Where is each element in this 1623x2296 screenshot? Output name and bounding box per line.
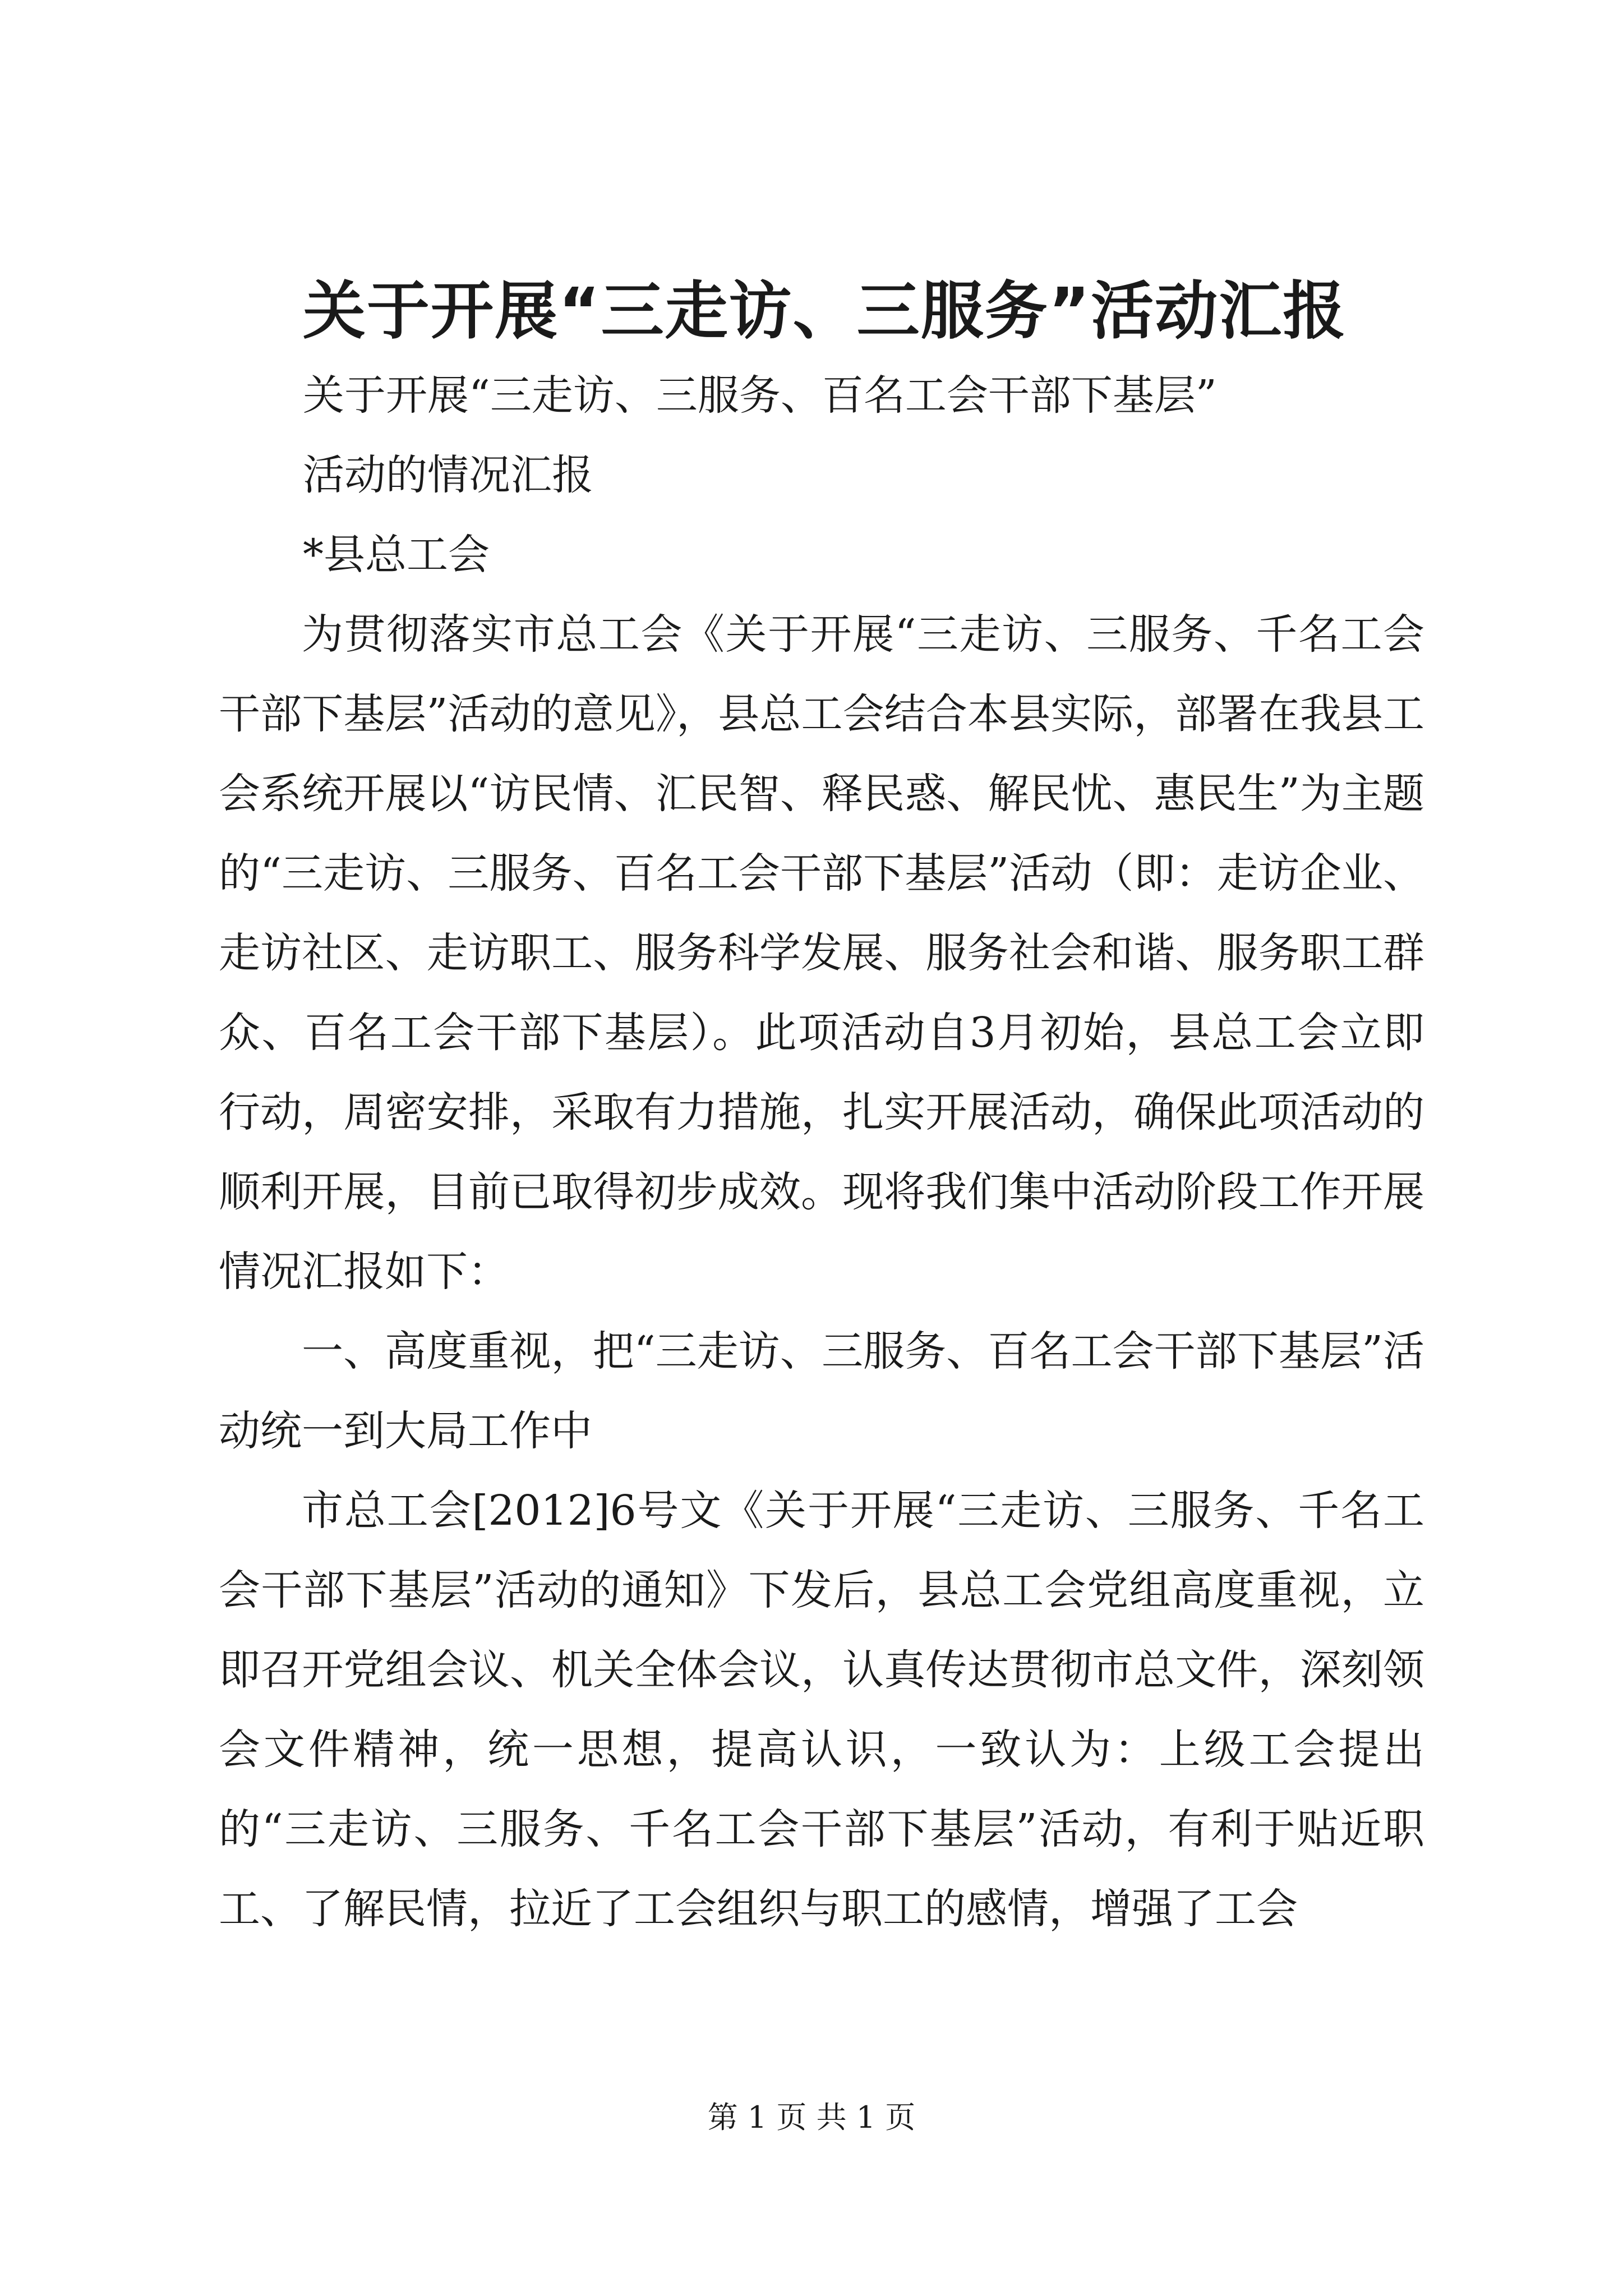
document-title: 关于开展“三走访、三服务”活动汇报 [303, 275, 1347, 348]
section-heading-1: 一、高度重视，把“三走访、三服务、百名工会干部下基层”活动统一到大局工作中 [219, 1327, 1424, 1455]
author-line: *县总工会 [303, 531, 490, 579]
paragraph-section-1: 市总工会[2012]6号文《关于开展“三走访、三服务、千名工会干部下基层”活动的通知》下发后，县总工会党组高度重视，立即召开党组会议、机关全体会议，认真传达贯彻市总文件，深刻领会文件精神，统一思想，提高认识，一致认为：上级工会提出的“三走访、三服务、千名工会干部下基层”活动，有利于贴近职工、了解民情，拉近了工会组织与职工的感情，增强了工会 [219, 1487, 1424, 1933]
paragraph-intro: 为贯彻落实市总工会《关于开展“三走访、三服务、千名工会干部下基层”活动的意见》，县总工会结合本县实际，部署在我县工会系统开展以“访民情、汇民智、释民惑、解民忧、惠民生”为主题的“三走访、三服务、百名工会干部下基层”活动（即：走访企业、走访社区、走访职工、服务科学发展、服务社会和谐、服务职工群众、百名工会干部下基层）。此项活动自3月初始，县总工会立即行动，周密安排，采取有力措施，扎实开展活动，确保此项活动的顺利开展，目前已取得初步成效。现将我们集中活动阶段工作开展情况汇报如下： [219, 610, 1424, 1296]
page-number-footer: 第 1 页 共 1 页 [707, 2100, 916, 2135]
subtitle-line-1: 关于开展“三走访、三服务、百名工会干部下基层” [303, 371, 1217, 420]
subtitle-line-2: 活动的情况汇报 [303, 451, 593, 499]
document-body [219, 269, 1424, 1949]
